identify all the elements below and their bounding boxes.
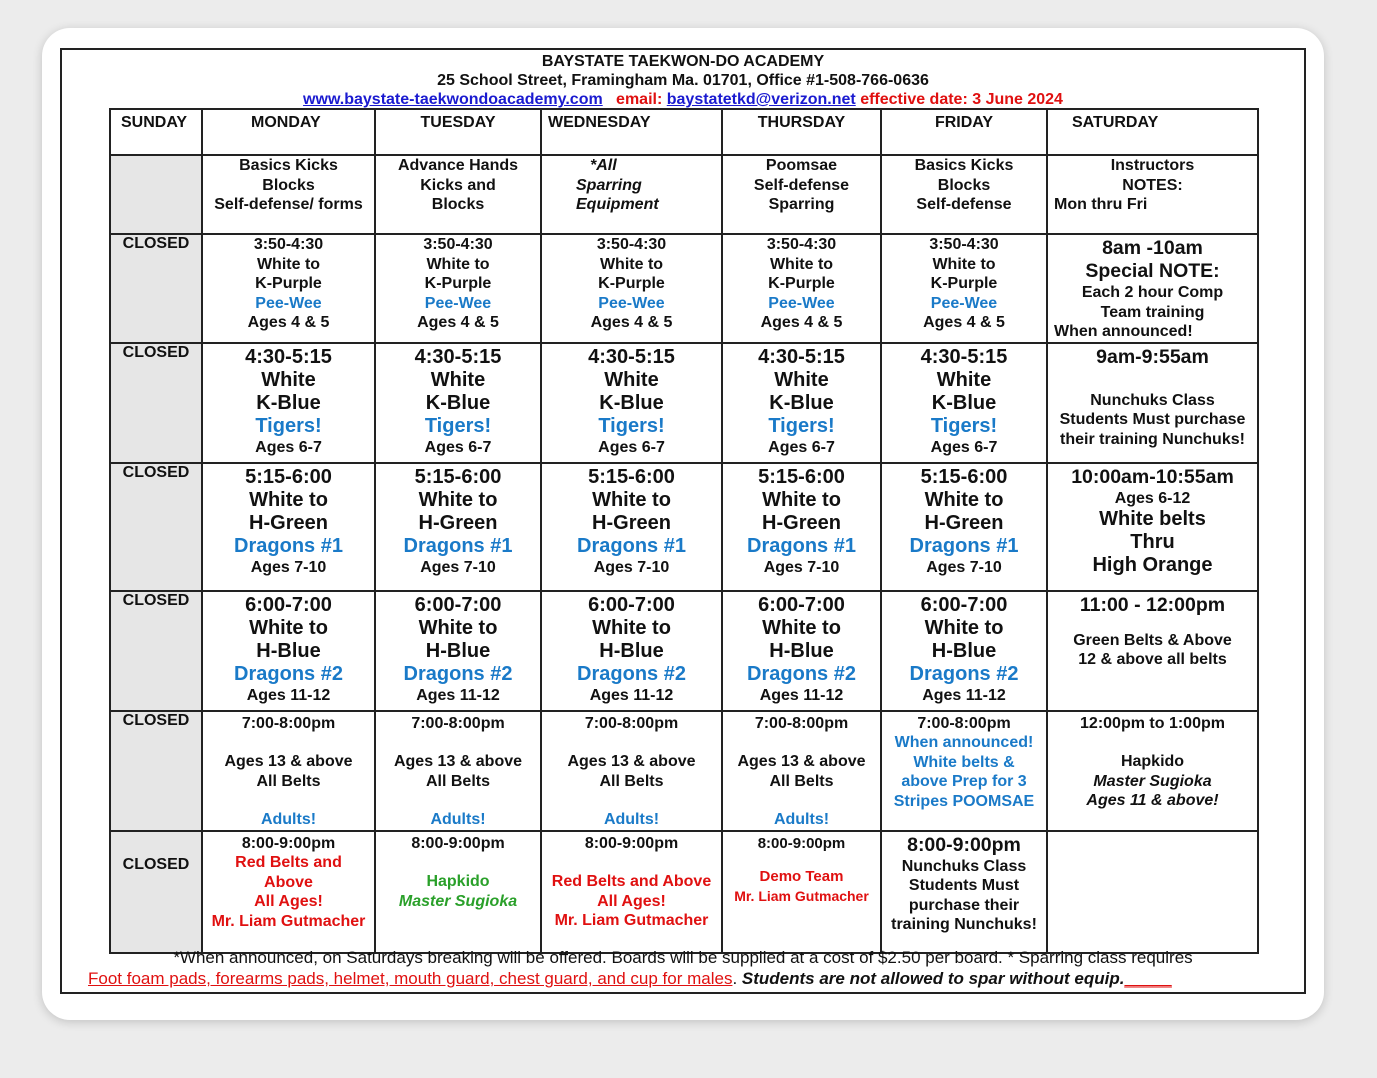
sunday-closed: CLOSED	[110, 831, 202, 953]
class-cell: 3:50-4:30 White to K-Purple Pee-Wee Ages 4 & 5	[375, 234, 541, 343]
academy-address: 25 School Street, Framingham Ma. 01701, Office #1-508-766-0636	[437, 72, 929, 89]
monday-focus: Basics Kicks Blocks Self-defense/ forms	[202, 155, 375, 234]
sunday-closed: CLOSED	[110, 463, 202, 591]
class-cell: 5:15-6:00 White to H-Green Dragons #1 Ages 7-10	[722, 463, 881, 591]
sunday-closed: CLOSED	[110, 343, 202, 463]
email-link[interactable]: baystatetkd@verizon.net	[666, 91, 856, 108]
saturday-r5: 12:00pm to 1:00pm Hapkido Master Sugioka Ages 11 & above!	[1047, 711, 1258, 831]
class-cell: 7:00-8:00pm Ages 13 & above All Belts Adults!	[541, 711, 722, 831]
sunday-closed: CLOSED	[110, 711, 202, 831]
class-cell: 5:15-6:00 White to H-Green Dragons #1 Ages 7-10	[202, 463, 375, 591]
wednesday-r6: 8:00-9:00pm Red Belts and Above All Ages! Mr. Liam Gutmacher	[541, 831, 722, 953]
day-wednesday: WEDNESDAY	[541, 109, 722, 155]
friday-r6: 8:00-9:00pm Nunchuks Class Students Must purchase their training Nunchuks!	[881, 831, 1047, 953]
sunday-focus	[110, 155, 202, 234]
sunday-closed: CLOSED	[110, 234, 202, 343]
class-cell: 6:00-7:00 White to H-Blue Dragons #2 Ages 11-12	[202, 591, 375, 711]
class-cell: 3:50-4:30 White to K-Purple Pee-Wee Ages 4 & 5	[202, 234, 375, 343]
schedule-row-5	[110, 711, 1258, 831]
day-monday: MONDAY	[202, 109, 375, 155]
tuesday-r6: 8:00-9:00pm Hapkido Master Sugioka	[375, 831, 541, 953]
schedule-row-1	[110, 234, 1258, 343]
website-link[interactable]: www.baystate-taekwondoacademy.com	[303, 91, 603, 108]
saturday-r2: 9am-9:55am Nunchuks Class Students Must purchase their training Nunchuks!	[1047, 343, 1258, 463]
monday-r6: 8:00-9:00pm Red Belts and Above All Ages! Mr. Liam Gutmacher	[202, 831, 375, 953]
sunday-closed: CLOSED	[110, 591, 202, 711]
academy-title: BAYSTATE TAEKWON-DO ACADEMY	[541, 53, 825, 70]
thursday-focus: Poomsae Self-defense Sparring	[722, 155, 881, 234]
footer-note-1: *When announced, on Saturdays breaking will be offered. Boards will be supplied at a cost of $2.50 per board. * Sparring class requires	[173, 948, 1193, 967]
saturday-focus: Instructors NOTES: Mon thru Fri	[1047, 155, 1258, 234]
saturday-r6	[1047, 831, 1258, 953]
class-cell: 5:15-6:00 White to H-Green Dragons #1 Ages 7-10	[541, 463, 722, 591]
class-cell: 6:00-7:00 White to H-Blue Dragons #2 Ages 11-12	[541, 591, 722, 711]
class-cell: 7:00-8:00pm Ages 13 & above All Belts Adults!	[375, 711, 541, 831]
friday-r5: 7:00-8:00pm When announced! White belts & above Prep for 3 Stripes POOMSAE	[881, 711, 1047, 831]
schedule-table	[109, 108, 1259, 954]
wednesday-focus: *All Sparring Equipment	[541, 155, 722, 234]
focus-row	[110, 155, 1258, 234]
class-cell: 4:30-5:15 White K-Blue Tigers! Ages 6-7	[722, 343, 881, 463]
saturday-r1: 8am -10am Special NOTE: Each 2 hour Comp Team training When announced!	[1047, 234, 1258, 343]
class-cell: 6:00-7:00 White to H-Blue Dragons #2 Ages 11-12	[881, 591, 1047, 711]
effective-date: effective date: 3 June 2024	[860, 91, 1063, 108]
equipment-list: Foot foam pads, forearms pads, helmet, mouth guard, chest guard, and cup for males	[88, 969, 733, 988]
schedule-row-4	[110, 591, 1258, 711]
sparring-warning: Students are not allowed to spar without equip.	[741, 969, 1125, 988]
contact-line	[60, 90, 1306, 109]
class-cell: 3:50-4:30 White to K-Purple Pee-Wee Ages 4 & 5	[722, 234, 881, 343]
footer-note-2: Foot foam pads, forearms pads, helmet, mouth guard, chest guard, and cup for males. Students are not allowed to spar without equip._____	[88, 969, 1172, 988]
class-cell: 5:15-6:00 White to H-Green Dragons #1 Ages 7-10	[375, 463, 541, 591]
class-cell: 3:50-4:30 White to K-Purple Pee-Wee Ages 4 & 5	[881, 234, 1047, 343]
class-cell: 4:30-5:15 White K-Blue Tigers! Ages 6-7	[881, 343, 1047, 463]
saturday-r3: 10:00am-10:55am Ages 6-12 White belts Thru High Orange	[1047, 463, 1258, 591]
day-header-row	[110, 109, 1258, 155]
class-cell: 4:30-5:15 White K-Blue Tigers! Ages 6-7	[375, 343, 541, 463]
class-cell: 4:30-5:15 White K-Blue Tigers! Ages 6-7	[541, 343, 722, 463]
thursday-r6: 8:00-9:00pm Demo Team Mr. Liam Gutmacher	[722, 831, 881, 953]
friday-focus: Basics Kicks Blocks Self-defense	[881, 155, 1047, 234]
day-thursday: THURSDAY	[722, 109, 881, 155]
class-cell: 6:00-7:00 White to H-Blue Dragons #2 Ages 11-12	[375, 591, 541, 711]
day-sunday: SUNDAY	[110, 109, 202, 155]
class-cell: 6:00-7:00 White to H-Blue Dragons #2 Ages 11-12	[722, 591, 881, 711]
day-friday: FRIDAY	[881, 109, 1047, 155]
class-cell: 5:15-6:00 White to H-Green Dragons #1 Ages 7-10	[881, 463, 1047, 591]
schedule-row-6	[110, 831, 1258, 953]
email-label: email:	[616, 91, 663, 108]
day-saturday: SATURDAY	[1047, 109, 1258, 155]
class-cell: 7:00-8:00pm Ages 13 & above All Belts Adults!	[202, 711, 375, 831]
class-cell: 3:50-4:30 White to K-Purple Pee-Wee Ages 4 & 5	[541, 234, 722, 343]
class-cell: 4:30-5:15 White K-Blue Tigers! Ages 6-7	[202, 343, 375, 463]
day-tuesday: TUESDAY	[375, 109, 541, 155]
tuesday-focus: Advance Hands Kicks and Blocks	[375, 155, 541, 234]
saturday-r4: 11:00 - 12:00pm Green Belts & Above 12 & above all belts	[1047, 591, 1258, 711]
class-cell: 7:00-8:00pm Ages 13 & above All Belts Adults!	[722, 711, 881, 831]
schedule-row-2	[110, 343, 1258, 463]
schedule-row-3	[110, 463, 1258, 591]
